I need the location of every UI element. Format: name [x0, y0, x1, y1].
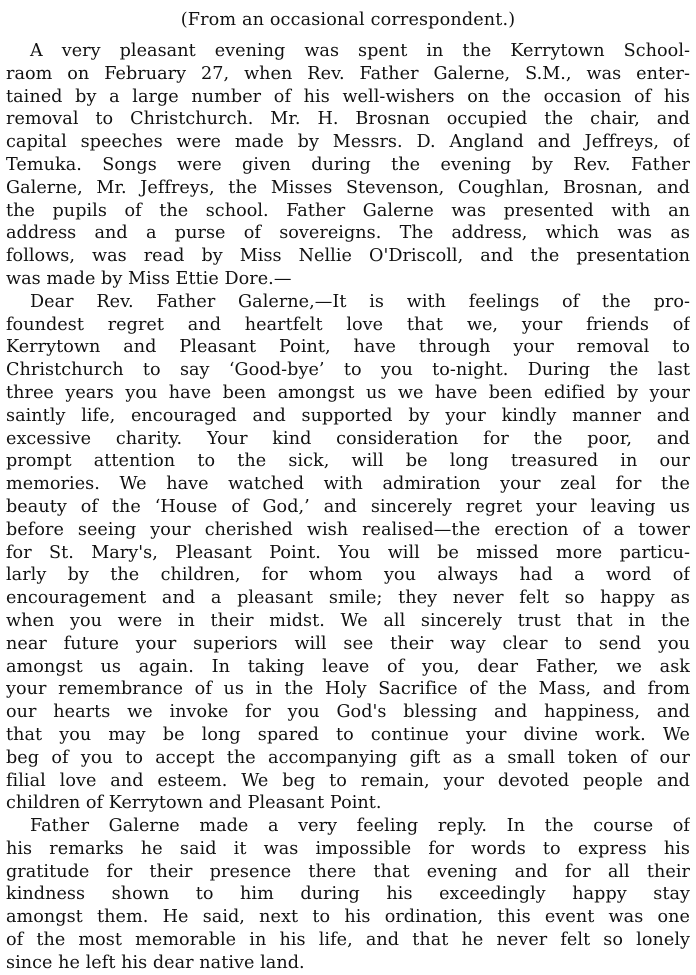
text-line: kindness shown to him during his exceedingly happy stay [6, 884, 690, 905]
article-heading: (From an occasional correspondent.) [180, 10, 516, 30]
text-line: your remembrance of us in the Holy Sacrifice of the Mass, and from [6, 679, 690, 700]
text-line: amongst them. He said, next to his ordination, this event was one [6, 907, 690, 928]
text-line: excessive charity. Your kind consideration for the poor, and [6, 428, 690, 449]
paragraph-reply [6, 815, 690, 975]
text-line: his remarks he said it was impossible for words to express his [6, 838, 690, 859]
text-line: since he left his dear native land. [6, 952, 305, 973]
text-line: was made by Miss Ettie Dore.— [6, 268, 292, 289]
text-line: Kerrytown and Pleasant Point, have through your removal to [6, 337, 690, 358]
text-line: follows, was read by Miss Nellie O'Driscoll, and the presentation [6, 246, 690, 267]
text-line: before seeing your cherished wish realised—the erection of a tower [6, 519, 690, 540]
text-line: near future your superiors will see their way clear to send you [6, 633, 690, 654]
text-line: for St. Mary's, Pleasant Point. You will be missed more particu- [6, 542, 690, 563]
text-line: memories. We have watched with admiration your zeal for the [6, 474, 690, 495]
text-line: Dear Rev. Father Galerne,—It is with feelings of the pro- [30, 291, 690, 312]
text-line: gratitude for their presence there that evening and for all their [6, 861, 690, 882]
text-line: Temuka. Songs were given during the evening by Rev. Father [6, 154, 690, 175]
text-line: when you were in their midst. We all sincerely trust that in the [6, 610, 690, 631]
text-line: our hearts we invoke for you God's blessing and happiness, and [6, 702, 690, 723]
text-line: beauty of the ‘House of God,’ and sincerely regret your leaving us [6, 496, 690, 517]
text-line: capital speeches were made by Messrs. D. Angland and Jeffreys, of [6, 132, 690, 153]
text-line: amongst us again. In taking leave of you, dear Father, we ask [6, 656, 690, 677]
text-line: filial love and esteem. We beg to remain, your devoted people and [6, 770, 690, 791]
text-line: of the most memorable in his life, and that he never felt so lonely [6, 930, 690, 951]
text-line: encouragement and a pleasant smile; they never felt so happy as [6, 588, 690, 609]
text-line: the pupils of the school. Father Galerne was presented with an [6, 200, 690, 221]
text-line: removal to Christchurch. Mr. H. Brosnan occupied the chair, and [6, 109, 690, 130]
text-line: tained by a large number of his well-wishers on the occasion of his [6, 86, 690, 107]
text-line: saintly life, encouraged and supported by your kindly manner and [6, 405, 690, 426]
text-line: prompt attention to the sick, will be long treasured in our [6, 451, 690, 472]
text-line: children of Kerrytown and Pleasant Point. [6, 793, 382, 814]
paragraph-address [6, 291, 690, 815]
text-line: that you may be long spared to continue your divine work. We [6, 724, 690, 745]
text-line: larly by the children, for whom you always had a word of [6, 565, 690, 586]
text-line: three years you have been amongst us we have been edified by your [6, 382, 690, 403]
text-line: foundest regret and heartfelt love that we, your friends of [6, 314, 690, 335]
text-line: address and a purse of sovereigns. The address, which was as [6, 223, 690, 244]
text-line: Galerne, Mr. Jeffreys, the Misses Stevenson, Coughlan, Brosnan, and [6, 177, 690, 198]
text-line: Father Galerne made a very feeling reply. In the course of [30, 816, 690, 837]
text-line: A very pleasant evening was spent in the Kerrytown School- [30, 41, 690, 61]
paragraph-evening-report [6, 40, 690, 291]
text-line: Christchurch to say ‘Good-bye’ to you to-night. During the last [6, 360, 690, 381]
text-line: raom on February 27, when Rev. Father Galerne, S.M., was enter- [6, 63, 690, 84]
text-line: beg of you to accept the accompanying gift as a small token of our [6, 747, 690, 768]
